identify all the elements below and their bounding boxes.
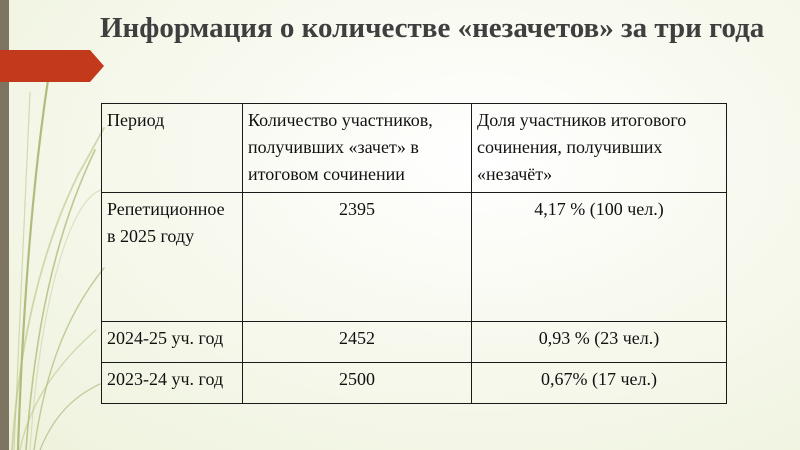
cell-passed-count: 2452 bbox=[243, 322, 472, 363]
table-row bbox=[102, 363, 727, 404]
table-row bbox=[102, 322, 727, 363]
cell-failed-share: 0,67% (17 чел.) bbox=[472, 363, 727, 404]
header-failed-share: Доля участников итогового сочинения, получивших «незачёт» bbox=[472, 104, 727, 193]
header-passed-count: Количество участников, получивших «зачет» в итоговом сочинении bbox=[243, 104, 472, 193]
arrow-banner-icon bbox=[0, 50, 104, 82]
cell-failed-share: 0,93 % (23 чел.) bbox=[472, 322, 727, 363]
header-period: Период bbox=[102, 104, 243, 193]
table-row bbox=[102, 193, 727, 322]
cell-passed-count: 2395 bbox=[243, 193, 472, 322]
data-table bbox=[101, 103, 727, 404]
slide-title: Информация о количестве «незачетов» за три года bbox=[100, 12, 765, 44]
cell-passed-count: 2500 bbox=[243, 363, 472, 404]
table-header-row bbox=[102, 104, 727, 193]
cell-period: Репетиционное в 2025 году bbox=[102, 193, 243, 322]
cell-failed-share: 4,17 % (100 чел.) bbox=[472, 193, 727, 322]
cell-period: 2024-25 уч. год bbox=[102, 322, 243, 363]
cell-period: 2023-24 уч. год bbox=[102, 363, 243, 404]
